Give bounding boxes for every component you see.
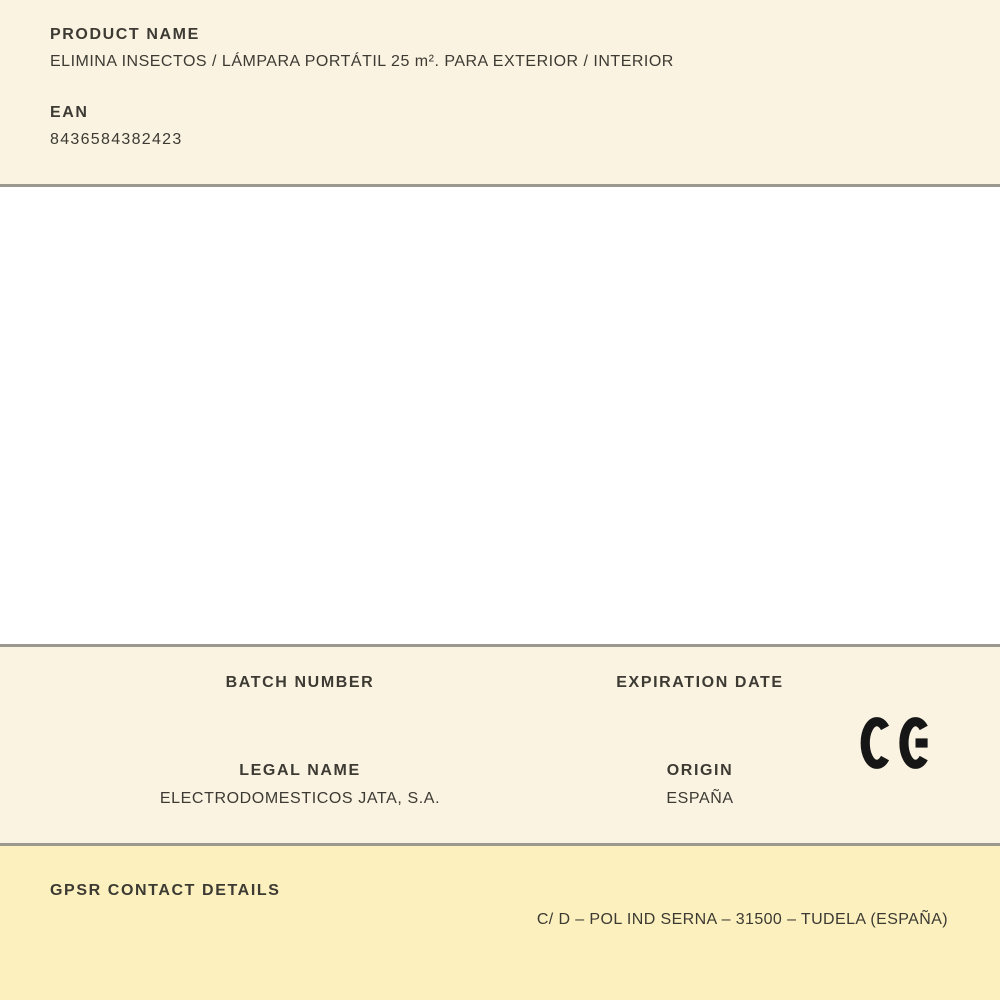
origin-label: ORIGIN	[666, 762, 734, 779]
origin-field	[500, 762, 900, 808]
details-grid	[100, 647, 900, 808]
product-name-field	[50, 26, 950, 71]
origin-value: ESPAÑA	[666, 790, 734, 807]
gpsr-address: C/ D – POL IND SERNA – 31500 – TUDELA (ESPAÑA)	[536, 911, 948, 928]
ce-mark-icon	[860, 713, 942, 773]
details-section	[0, 647, 1000, 843]
gpsr-label: GPSR CONTACT DETAILS	[50, 882, 281, 899]
expiration-date-label: EXPIRATION DATE	[616, 674, 784, 691]
expiration-date-field	[500, 674, 900, 692]
empty-content-area	[0, 187, 1000, 644]
ean-value: 8436584382423	[50, 131, 183, 148]
ean-field	[50, 104, 950, 149]
product-header-section	[0, 0, 1000, 184]
gpsr-section	[0, 846, 1000, 1000]
product-name-label: PRODUCT NAME	[50, 26, 200, 43]
ean-label: EAN	[50, 104, 89, 121]
batch-number-label: BATCH NUMBER	[225, 674, 375, 691]
legal-name-field	[100, 762, 500, 808]
batch-number-field	[100, 674, 500, 692]
product-name-value: ELIMINA INSECTOS / LÁMPARA PORTÁTIL 25 m². PARA EXTERIOR / INTERIOR	[50, 53, 674, 70]
legal-name-label: LEGAL NAME	[239, 762, 361, 779]
legal-name-value: ELECTRODOMESTICOS JATA, S.A.	[159, 790, 441, 807]
